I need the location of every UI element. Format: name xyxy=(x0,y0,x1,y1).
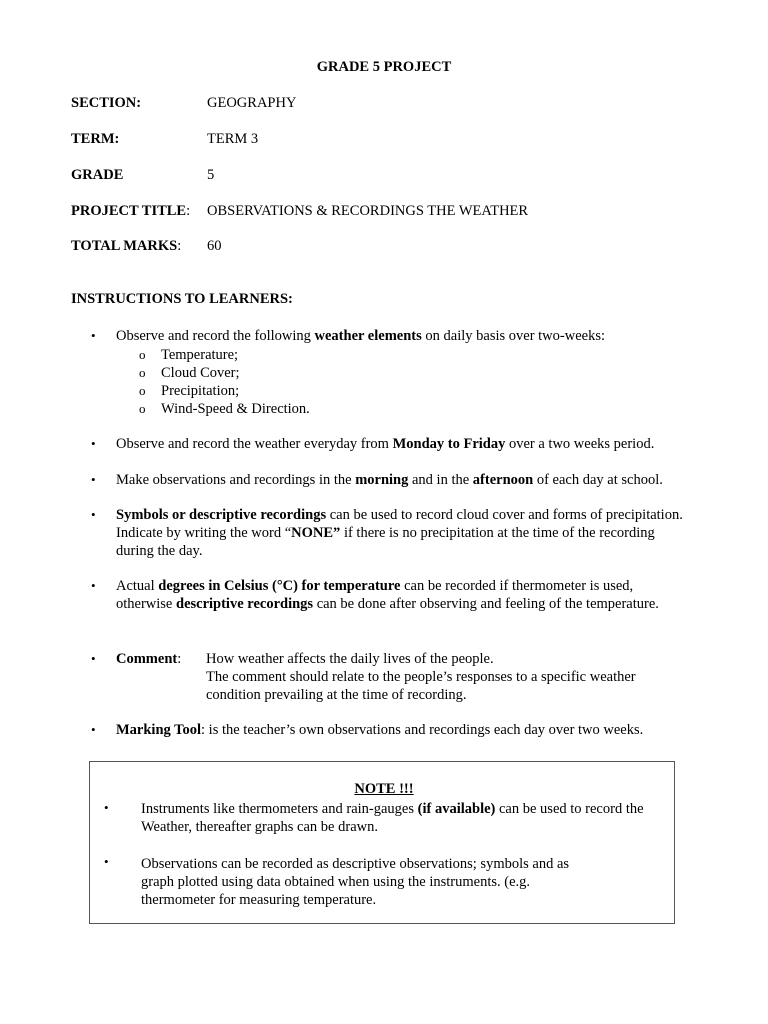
text-bold: morning xyxy=(355,472,409,488)
text-segment: can be used to record cloud cover and forms of precipitation. Indicate by writing the word “ xyxy=(116,507,683,541)
note-line: thermometer for measuring temperature. xyxy=(141,892,377,908)
text-bold: Marking Tool xyxy=(116,722,202,738)
bullet-icon: • xyxy=(91,472,96,487)
instruction-marking-tool xyxy=(116,721,696,739)
text-segment: Observe and record the weather everyday from xyxy=(116,436,393,452)
text-segment: Observe and record the following xyxy=(116,328,315,344)
bullet-icon: • xyxy=(104,800,109,815)
text-bold: weather elements xyxy=(314,328,422,344)
text-segment: Instruments like thermometers and rain-gauges xyxy=(141,801,418,817)
sub-item-temperature: Temperature; xyxy=(161,347,239,363)
instruction-times xyxy=(116,471,696,489)
instructions-heading: INSTRUCTIONS TO LEARNERS: xyxy=(71,291,293,307)
sub-bullet-icon: o xyxy=(139,347,146,362)
project-title-colon: : xyxy=(186,203,191,219)
text-bold: degrees in Celsius (°C) for temperature xyxy=(158,578,401,594)
bullet-icon: • xyxy=(91,436,96,451)
instruction-temperature xyxy=(116,577,676,613)
project-title-label: PROJECT TITLE xyxy=(71,203,187,219)
bullet-icon: • xyxy=(91,507,96,522)
text-segment: on daily basis over two-weeks: xyxy=(421,328,605,344)
bullet-icon: • xyxy=(91,651,96,666)
total-marks-value: 60 xyxy=(207,238,222,254)
text-bold: descriptive recordings xyxy=(176,596,314,612)
section-value: GEOGRAPHY xyxy=(207,95,297,111)
sub-bullet-icon: o xyxy=(139,401,146,416)
grade-label: GRADE xyxy=(71,167,124,183)
sub-item-cloud-cover: Cloud Cover; xyxy=(161,365,240,381)
term-label: TERM: xyxy=(71,131,120,147)
total-marks-label: TOTAL MARKS xyxy=(71,238,178,254)
text-segment: of each day at school. xyxy=(533,472,663,488)
bullet-icon: • xyxy=(104,854,109,869)
project-title-label-row xyxy=(71,202,190,220)
instruction-weather-elements xyxy=(116,327,696,345)
bullet-icon: • xyxy=(91,328,96,343)
instruction-schedule xyxy=(116,435,696,453)
text-segment: if there is no precipitation at the time of the recording during the day. xyxy=(116,525,655,559)
text-segment: Make observations and recordings in the xyxy=(116,472,356,488)
sub-bullet-icon: o xyxy=(139,365,146,380)
text-segment: and in the xyxy=(408,472,473,488)
sub-bullet-icon: o xyxy=(139,383,146,398)
bullet-icon: • xyxy=(91,578,96,593)
text-bold: NONE” xyxy=(291,525,341,541)
comment-line: How weather affects the daily lives of the people. xyxy=(206,651,494,667)
text-segment: can be recorded if thermometer is used, otherwise xyxy=(116,578,634,612)
note-heading: NOTE !!! xyxy=(354,781,414,797)
text-bold: Symbols or descriptive recordings xyxy=(116,507,327,523)
total-marks-label-row xyxy=(71,237,181,255)
text-segment: : xyxy=(177,651,182,667)
sub-item-wind: Wind-Speed & Direction. xyxy=(161,401,310,417)
text-segment: over a two weeks period. xyxy=(505,436,655,452)
note-line: Observations can be recorded as descriptive observations; symbols and as xyxy=(141,856,570,872)
section-label: SECTION: xyxy=(71,95,142,111)
term-value: TERM 3 xyxy=(207,131,259,147)
text-bold: Monday to Friday xyxy=(392,436,506,452)
note-instruments xyxy=(141,800,666,836)
sub-item-precipitation: Precipitation; xyxy=(161,383,240,399)
text-segment: Actual xyxy=(116,578,159,594)
text-bold: (if available) xyxy=(417,801,496,817)
grade-value: 5 xyxy=(207,167,215,183)
text-segment: can be done after observing and feeling of the temperature. xyxy=(313,596,659,612)
note-line: graph plotted using data obtained when using the instruments. (e.g. xyxy=(141,874,531,890)
bullet-icon: • xyxy=(91,722,96,737)
comment-body xyxy=(206,650,686,704)
comment-line: The comment should relate to the people’s responses to a specific weather condition prevailing at the time of recording. xyxy=(206,669,636,703)
instruction-symbols xyxy=(116,506,686,560)
note-observations xyxy=(141,855,666,909)
text-bold: Comment xyxy=(116,651,178,667)
comment-label xyxy=(116,650,181,668)
text-bold: afternoon xyxy=(472,472,534,488)
page-title: GRADE 5 PROJECT xyxy=(316,59,452,75)
project-title-value: OBSERVATIONS & RECORDINGS THE WEATHER xyxy=(207,203,529,219)
text-segment: : is the teacher’s own observations and recordings each day over two weeks. xyxy=(201,722,644,738)
text-segment: can be used to record the Weather, thereafter graphs can be drawn. xyxy=(141,801,644,835)
total-marks-colon: : xyxy=(177,238,182,254)
